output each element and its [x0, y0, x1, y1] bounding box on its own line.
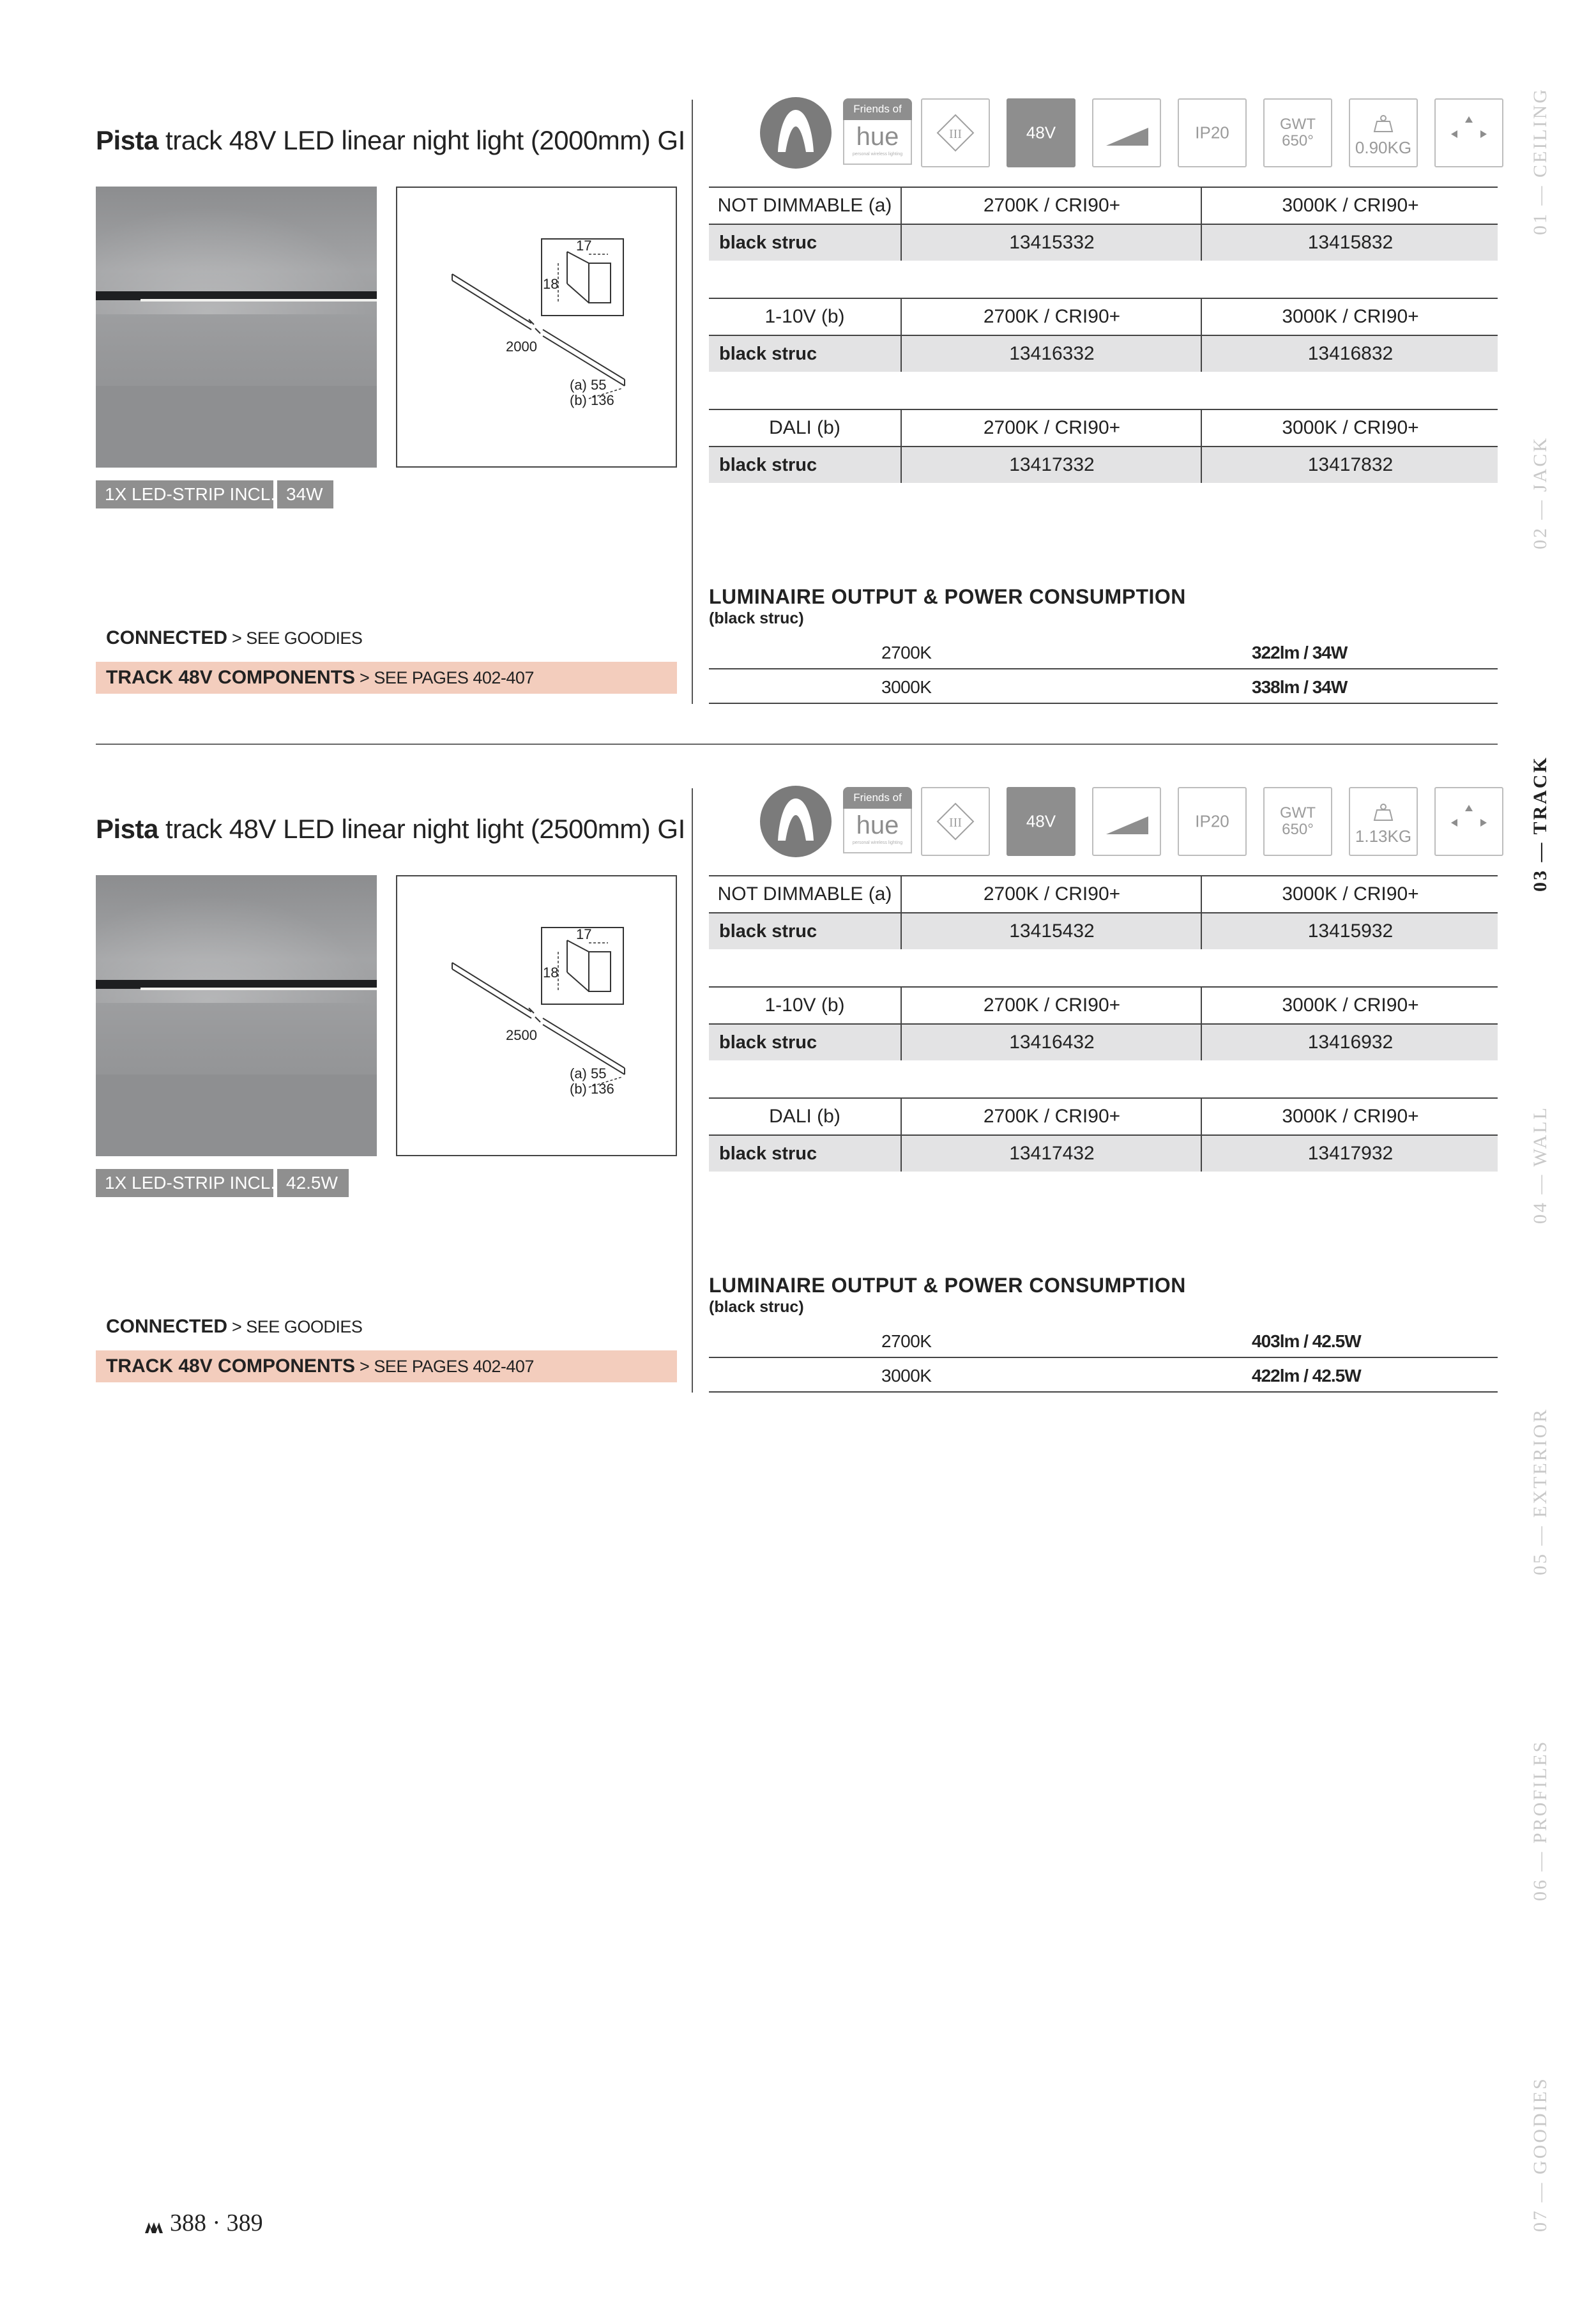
product-title-bold: Pista: [96, 814, 158, 844]
dim-height-label: 18: [543, 276, 559, 292]
table-header-cell: DALI (b): [769, 417, 840, 438]
dimming-ramp-icon: [1092, 98, 1161, 167]
led-strip: [141, 988, 377, 990]
table-header-row: [709, 876, 1498, 912]
brand-logo-icon: [760, 97, 832, 169]
table-header-cell: 2700K / CRI90+: [901, 988, 1202, 1023]
tag-wattage: 34W: [277, 480, 333, 508]
table-row: [709, 1136, 1498, 1172]
table-header-cell: NOT DIMMABLE (a): [717, 195, 892, 216]
dim-length-label: 2500: [506, 1027, 537, 1043]
table-cell-code[interactable]: 13415832: [1201, 225, 1499, 261]
luminaire-row: [709, 1358, 1498, 1393]
product-photo: [96, 187, 377, 468]
order-table-dali: [709, 1097, 1498, 1164]
table-header-cell: 1-10V (b): [764, 306, 845, 327]
table-header-cell: 2700K / CRI90+: [901, 299, 1202, 335]
table-header-cell: 2700K / CRI90+: [901, 1099, 1202, 1134]
class-iii-icon: [921, 98, 990, 167]
table-header-row: [709, 188, 1498, 224]
luminaire-value: 422lm / 42.5W: [1252, 1366, 1361, 1386]
tag-led-strip: 1X LED-STRIP INCL.: [96, 480, 273, 508]
dim-note-b: (b) 136: [570, 392, 614, 408]
table-row: [709, 447, 1498, 483]
side-nav-goodies[interactable]: 07 — GOODIES: [1530, 2077, 1551, 2232]
connected-label: CONNECTED: [106, 1316, 228, 1337]
table-cell-finish: black struc: [719, 1032, 817, 1053]
luminaire-title: LUMINAIRE OUTPUT & POWER CONSUMPTION: [709, 585, 1186, 608]
product-title: [96, 814, 685, 844]
table-header-cell: 3000K / CRI90+: [1201, 1099, 1499, 1134]
order-table-not-dimmable: [709, 875, 1498, 942]
table-header-cell: 2700K / CRI90+: [901, 876, 1202, 912]
dimension-drawing: [396, 187, 677, 468]
table-header-cell: DALI (b): [769, 1106, 840, 1127]
table-header-cell: NOT DIMMABLE (a): [717, 883, 892, 905]
table-cell-code[interactable]: 13415432: [901, 913, 1202, 949]
table-header-row: [709, 1099, 1498, 1134]
dim-width-label: 17: [576, 926, 592, 942]
table-cell-code[interactable]: 13417332: [901, 447, 1202, 483]
table-cell-code[interactable]: 13417432: [901, 1136, 1202, 1172]
order-table-not-dimmable: [709, 187, 1498, 253]
side-nav-wall[interactable]: 04 — WALL: [1530, 1106, 1551, 1224]
led-strip: [141, 299, 377, 302]
product-title: [96, 125, 685, 156]
components-label: TRACK 48V COMPONENTS: [106, 667, 356, 688]
table-header-cell: 2700K / CRI90+: [901, 410, 1202, 446]
class-iii-icon: [921, 787, 990, 856]
dimming-ramp-icon: [1092, 787, 1161, 856]
order-table-1-10v: [709, 298, 1498, 364]
side-nav-ceiling[interactable]: 01 — CEILING: [1530, 88, 1551, 235]
table-cell-code[interactable]: 13416432: [901, 1025, 1202, 1060]
table-cell-code[interactable]: 13417932: [1201, 1136, 1499, 1172]
svg-text:III: III: [949, 127, 962, 141]
table-cell-finish: black struc: [719, 1143, 817, 1164]
adjustable-icon: [1434, 98, 1503, 167]
connected-line[interactable]: [96, 1311, 677, 1343]
tag-led-strip: 1X LED-STRIP INCL.: [96, 1169, 273, 1197]
side-nav-track[interactable]: 03 — TRACK: [1530, 756, 1551, 892]
table-row: [709, 913, 1498, 949]
table-cell-code[interactable]: 13416332: [901, 336, 1202, 372]
table-cell-code[interactable]: 13416832: [1201, 336, 1499, 372]
side-nav-profiles[interactable]: 06 — PROFILES: [1530, 1739, 1551, 1901]
brand-mark-icon: [144, 2220, 163, 2234]
voltage-icon: 48V: [1007, 98, 1075, 167]
luminaire-value: 338lm / 34W: [1252, 677, 1348, 697]
table-row: [709, 336, 1498, 372]
luminaire-key: 3000K: [881, 1366, 932, 1386]
components-line[interactable]: [96, 1350, 677, 1382]
table-cell-finish: black struc: [719, 455, 817, 475]
column-divider: [692, 100, 693, 704]
table-row: [709, 225, 1498, 261]
luminaire-row: [709, 1324, 1498, 1358]
gwt-icon: GWT 650°: [1263, 98, 1332, 167]
table-header-cell: 3000K / CRI90+: [1201, 188, 1499, 224]
table-header-cell: 3000K / CRI90+: [1201, 876, 1499, 912]
dim-note-a: (a) 55: [570, 1066, 607, 1081]
table-header-row: [709, 410, 1498, 446]
components-link[interactable]: > SEE PAGES 402-407: [355, 668, 534, 687]
ip-rating-icon: IP20: [1178, 787, 1247, 856]
table-row: [709, 1025, 1498, 1060]
product-title-rest: track 48V LED linear night light (2500mm) GI: [158, 814, 685, 844]
luminaire-row: [709, 635, 1498, 669]
table-cell-code[interactable]: 13416932: [1201, 1025, 1499, 1060]
side-nav-exterior[interactable]: 05 — EXTERIOR: [1530, 1407, 1551, 1575]
gwt-icon: GWT 650°: [1263, 787, 1332, 856]
adjustable-icon: [1434, 787, 1503, 856]
friends-of-hue-icon: Friends of hue personal wireless lighting: [843, 98, 912, 167]
luminaire-subtitle: (black struc): [709, 609, 804, 627]
dim-height-label: 18: [543, 965, 559, 981]
luminaire-key: 3000K: [881, 677, 932, 697]
svg-text:III: III: [949, 816, 962, 830]
product-title-bold: Pista: [96, 125, 158, 155]
ip-rating-icon: IP20: [1178, 98, 1247, 167]
luminaire-key: 2700K: [881, 1331, 932, 1351]
components-link[interactable]: > SEE PAGES 402-407: [355, 1357, 534, 1376]
luminaire-key: 2700K: [881, 643, 932, 662]
column-divider: [692, 788, 693, 1393]
table-header-cell: 3000K / CRI90+: [1201, 988, 1499, 1023]
table-header-row: [709, 988, 1498, 1023]
dim-width-label: 17: [576, 238, 592, 254]
table-cell-code[interactable]: 13415932: [1201, 913, 1499, 949]
voltage-icon: 48V: [1007, 787, 1075, 856]
friends-of-hue-icon: Friends of hue personal wireless lighting: [843, 787, 912, 856]
table-header-row: [709, 299, 1498, 335]
table-cell-finish: black struc: [719, 921, 817, 942]
table-cell-code[interactable]: 13417832: [1201, 447, 1499, 483]
connected-link[interactable]: > SEE GOODIES: [227, 1317, 363, 1336]
brand-logo-icon: [760, 786, 832, 857]
table-cell-code[interactable]: 13415332: [901, 225, 1202, 261]
tag-wattage: 42.5W: [277, 1169, 349, 1197]
order-table-1-10v: [709, 986, 1498, 1053]
dim-note-a: (a) 55: [570, 377, 607, 393]
components-label: TRACK 48V COMPONENTS: [106, 1356, 356, 1377]
table-header-cell: 1-10V (b): [764, 995, 845, 1016]
dim-note-b: (b) 136: [570, 1081, 614, 1097]
dimension-drawing: [396, 875, 677, 1156]
connected-link[interactable]: > SEE GOODIES: [227, 629, 363, 648]
weight-icon: 0.90KG: [1349, 98, 1418, 167]
table-cell-finish: black struc: [719, 233, 817, 253]
page-numbers: 388 · 389: [170, 2210, 263, 2236]
table-header-cell: 3000K / CRI90+: [1201, 410, 1499, 446]
table-header-cell: 2700K / CRI90+: [901, 188, 1202, 224]
table-header-cell: 3000K / CRI90+: [1201, 299, 1499, 335]
side-nav-jack[interactable]: 02 — JACK: [1530, 436, 1551, 549]
product-photo: [96, 875, 377, 1156]
weight-icon: 1.13KG: [1349, 787, 1418, 856]
product-title-rest: track 48V LED linear night light (2000mm) GI: [158, 125, 685, 155]
connected-line[interactable]: [96, 622, 677, 654]
luminaire-value: 403lm / 42.5W: [1252, 1331, 1361, 1351]
connected-label: CONNECTED: [106, 627, 228, 648]
order-table-dali: [709, 409, 1498, 475]
dim-length-label: 2000: [506, 339, 537, 355]
luminaire-value: 322lm / 34W: [1252, 643, 1348, 662]
luminaire-subtitle: (black struc): [709, 1298, 804, 1316]
table-cell-finish: black struc: [719, 344, 817, 364]
luminaire-title: LUMINAIRE OUTPUT & POWER CONSUMPTION: [709, 1274, 1186, 1297]
